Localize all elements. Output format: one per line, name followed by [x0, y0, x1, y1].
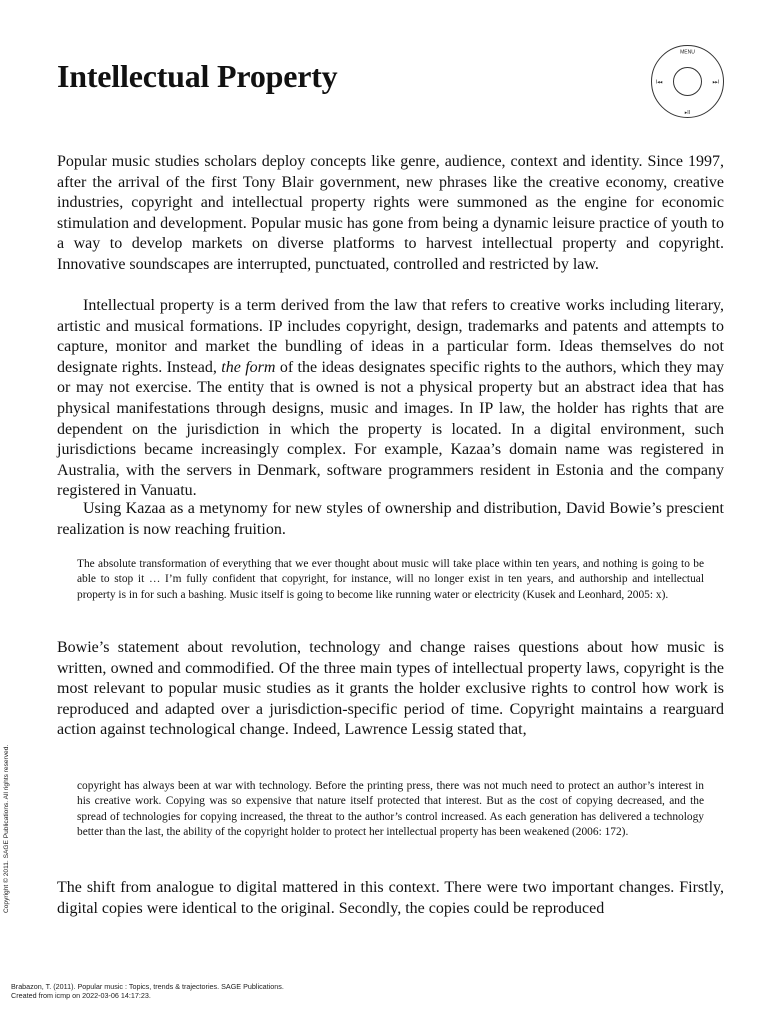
- paragraph-ip-text-after: of the ideas designates specific rights to the authors, which they may or may not exercise. The entity that is owned is not a physical property but an abstract idea that has physical manifestations through designs, music and images. In IP law, the holder has rights that are dependent on the jurisdiction in which the property is located. In a digital environment, such jurisdictions became increasingly complex. For example, Kazaa’s domain name was registered in Australia, with the servers in Denmark, software programmers resident in Estonia and the company registered in Vanuatu.: [57, 358, 724, 500]
- paragraph-kazaa: Using Kazaa as a metynomy for new styles of ownership and distribution, David Bowie’s prescient realization is now reaching fruition.: [57, 500, 724, 538]
- paragraph-ip-emphasis: the form: [221, 358, 276, 376]
- page-footer: [11, 982, 284, 1000]
- wheel-menu-label: MENU: [680, 49, 695, 56]
- footer-created: Created from icmp on 2022-03-06 14:17:23.: [11, 991, 151, 1000]
- paragraph-bowie-statement: Bowie’s statement about revolution, technology and change raises questions about how music is written, owned and commodified. Of the three main types of intellectual property laws, copyright is the most relevant to popular music studies as it grants the holder exclusive rights to control how work is reproduced and adapted over a jurisdiction-specific period of time. Copyright maintains a rearguard action against technological change. Indeed, Lawrence Lessig stated that,: [57, 639, 724, 739]
- page-title: Intellectual Property: [57, 58, 338, 94]
- click-wheel-icon: [650, 44, 725, 119]
- block-quote-lessig: copyright has always been at war with technology. Before the printing press, there was not much need to protect an author’s interest in his creative work. Copying was so expensive that nature itself protected that interest. But as the cost of copying decreased, and the spread of technologies for copying increased, the threat to the author’s control increased. As each generation has delivered a technology better than the last, the ability of the copyright holder to protect her intellectual property has been weakened (2006: 172).: [77, 780, 704, 838]
- paragraph-analogue-digital: The shift from analogue to digital mattered in this context. There were two important changes. Firstly, digital copies were identical to the original. Secondly, the copies could be reproduced: [57, 879, 724, 917]
- block-quote-bowie: The absolute transformation of everything that we ever thought about music will take place within ten years, and nothing is going to be able to stop it … I’m fully confident that copyright, for instance, will no longer exist in ten years, and authorship and intellectual property is in for such a bashing. Music itself is going to become like running water or electricity (Kusek and Leonhard, 2005: x).: [77, 558, 704, 601]
- paragraph-intro: Popular music studies scholars deploy concepts like genre, audience, context and identity. Since 1997, after the arrival of the first Tony Blair government, new phrases like the creative economy, creative industries, copyright and intellectual property rights were summoned as the engine for economic stimulation and development. Popular music has gone from being a dynamic leisure practice of youth to a way to develop markets on diverse platforms to harvest intellectual property and copyright. Innovative soundscapes are interrupted, punctuated, controlled and restricted by law.: [57, 153, 724, 273]
- paragraph-ip-text-before: Intellectual property is a term derived from the law that refers to creative works including literary, artistic and musical formations. IP includes copyright, design, trademarks and patents and attempts to capture, monitor and market the bundling of ideas in a particular form. Ideas themselves do not designate rights. Instead,: [57, 297, 724, 376]
- wheel-play-pause-icon: ▸II: [684, 110, 691, 116]
- footer-citation: Brabazon, T. (2011). Popular music : Topics, trends & trajectories. SAGE Publications.: [11, 982, 284, 991]
- wheel-prev-icon: I◂◂: [655, 79, 663, 86]
- paragraph-ip-definition: [57, 296, 724, 502]
- copyright-sidebar: Copyright © 2011. SAGE Publications. All rights reserved.: [3, 744, 10, 913]
- wheel-next-icon: ▸▸I: [712, 79, 720, 86]
